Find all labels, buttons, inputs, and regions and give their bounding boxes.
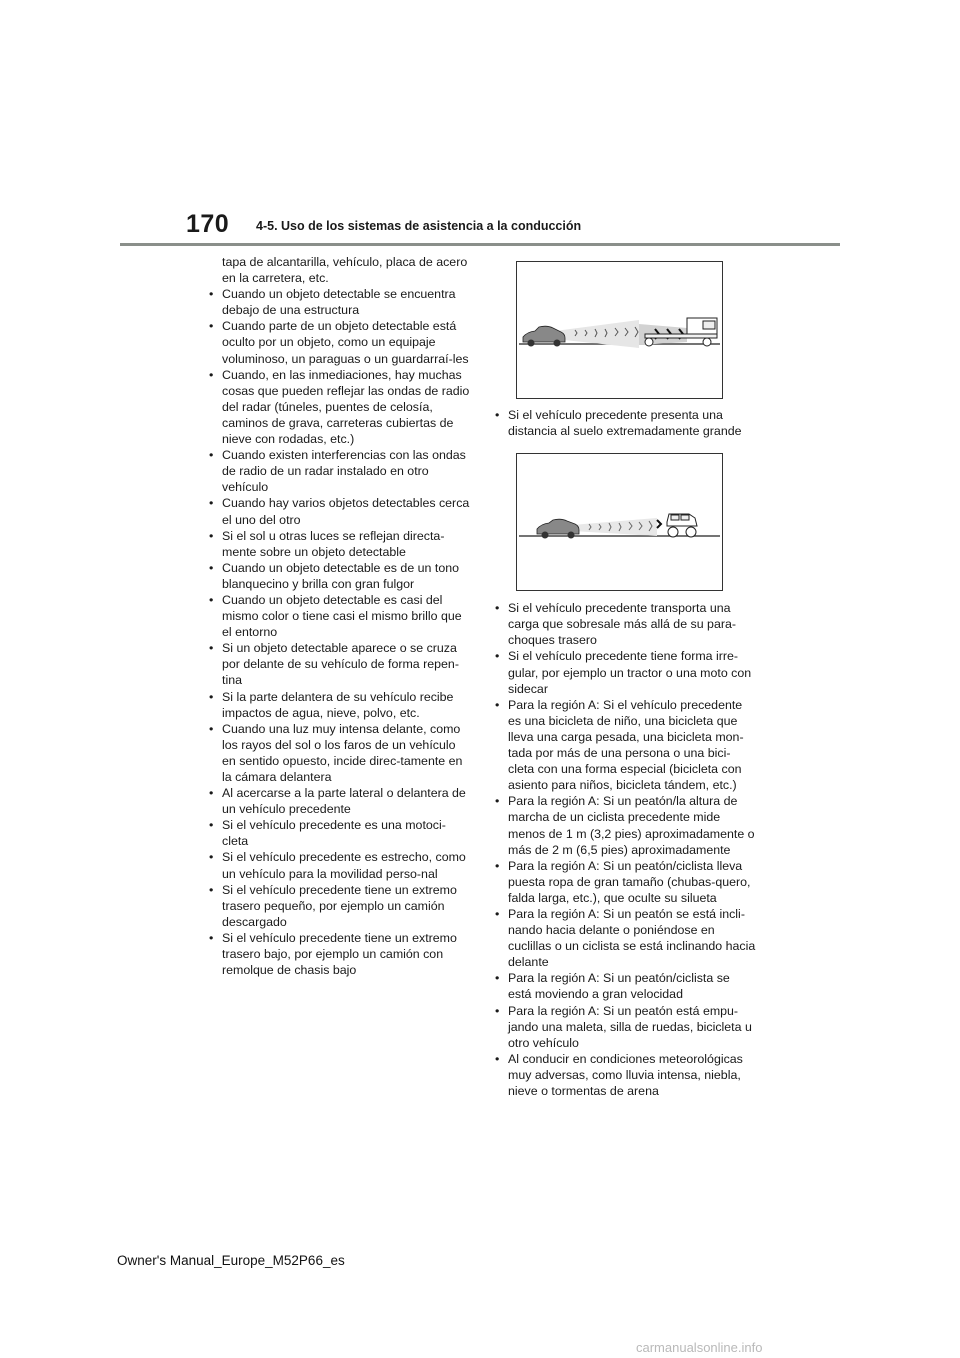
suv-illustration bbox=[517, 454, 722, 590]
list-item: • Para la región A: Si un peatón/ciclista lleva puesta ropa de gran tamaño (chubas-quero, falda larga, etc.), que oculte su silueta bbox=[494, 858, 756, 906]
list-item: • Si el vehículo precedente tiene un extremo trasero bajo, por ejemplo un camión con remolque de chasis bajo bbox=[208, 930, 470, 978]
list-item: • Si un objeto detectable aparece o se cruza por delante de su vehículo de forma repen-tina bbox=[208, 640, 470, 688]
list-item: • Para la región A: Si un peatón/la altura de marcha de un ciclista precedente mide menos de 1 m (3,2 pies) aproximadamente o más de 2 m (6,5 pies) aproximadamente bbox=[494, 793, 756, 857]
list-item: • Si el vehículo precedente presenta una distancia al suelo extremadamente grande bbox=[494, 407, 756, 439]
list-item: • Para la región A: Si el vehículo precedente es una bicicleta de niño, una bicicleta que lleva una carga pesada, una bicicleta mon-tada por más de una persona o una bici-cleta con una forma especial (bicicleta con asiento para niños, bicicleta tándem, etc.) bbox=[494, 697, 756, 794]
list-item: • Cuando una luz muy intensa delante, como los rayos del sol o los faros de un vehículo en sentido opuesto, incide direc-tamente en la cámara delantera bbox=[208, 721, 470, 785]
list-item: • Si el vehículo precedente transporta una carga que sobresale más allá de su para-choques trasero bbox=[494, 600, 756, 648]
continuation-text: tapa de alcantarilla, vehículo, placa de acero en la carretera, etc. bbox=[222, 255, 468, 286]
list-item: • Si el sol u otras luces se reflejan directa-mente sobre un objeto detectable bbox=[208, 528, 470, 560]
truck-illustration bbox=[517, 262, 722, 398]
figure-suv-high-clearance bbox=[516, 453, 723, 591]
spacer bbox=[494, 399, 756, 407]
list-item: • Cuando, en las inmediaciones, hay muchas cosas que pueden reflejar las ondas de radio del radar (túneles, puentes de celosía, caminos de grava, carreteras cubiertas de nieve con rodadas, etc.) bbox=[208, 367, 470, 447]
list-item: • Para la región A: Si un peatón está empu-jando una maleta, silla de ruedas, bicicleta u otro vehículo bbox=[494, 1003, 756, 1051]
list-item: • Al conducir en condiciones meteorológicas muy adversas, como lluvia intensa, niebla, nieve o tormentas de arena bbox=[494, 1051, 756, 1099]
list-item: • Para la región A: Si un peatón/ciclista se está moviendo a gran velocidad bbox=[494, 970, 756, 1002]
list-item: • Cuando parte de un objeto detectable está oculto por un objeto, como un equipaje voluminoso, un paraguas o un guardarraí-les bbox=[208, 318, 470, 366]
right-column bbox=[494, 254, 756, 1099]
left-column bbox=[208, 254, 470, 978]
list-item: • Cuando un objeto detectable se encuentra debajo de una estructura bbox=[208, 286, 470, 318]
list-item: • Si el vehículo precedente es estrecho, como un vehículo para la movilidad perso-nal bbox=[208, 849, 470, 881]
section-title: 4-5. Uso de los sistemas de asistencia a la conducción bbox=[256, 219, 582, 233]
list-item: • Cuando existen interferencias con las ondas de radio de un radar instalado en otro vehículo bbox=[208, 447, 470, 495]
list-item: • Cuando un objeto detectable es casi del mismo color o tiene casi el mismo brillo que el entorno bbox=[208, 592, 470, 640]
list-item: • Si el vehículo precedente tiene forma irre-gular, por ejemplo un tractor o una moto con sidecar bbox=[494, 648, 756, 696]
list-item: • Si el vehículo precedente tiene un extremo trasero pequeño, por ejemplo un camión descargado bbox=[208, 882, 470, 930]
footer-manual-id: Owner's Manual_Europe_M52P66_es bbox=[117, 1253, 345, 1268]
page-number: 170 bbox=[186, 210, 230, 238]
list-item: • Cuando hay varios objetos detectables cerca el uno del otro bbox=[208, 495, 470, 527]
list-item: • Al acercarse a la parte lateral o delantera de un vehículo precedente bbox=[208, 785, 470, 817]
header-rule bbox=[120, 243, 840, 246]
list-item: • Si el vehículo precedente es una motoci-cleta bbox=[208, 817, 470, 849]
spacer bbox=[494, 591, 756, 600]
list-item: • Para la región A: Si un peatón se está incli-nando hacia delante o poniéndose en cuclillas o un ciclista se está inclinando hacia delante bbox=[494, 906, 756, 970]
list-item: • Cuando un objeto detectable es de un tono blanquecino y brilla con gran fulgor bbox=[208, 560, 470, 592]
list-item: • Si la parte delantera de su vehículo recibe impactos de agua, nieve, polvo, etc. bbox=[208, 689, 470, 721]
figure-truck-high-clearance bbox=[516, 261, 723, 399]
watermark: carmanualsonline.info bbox=[636, 1340, 763, 1355]
